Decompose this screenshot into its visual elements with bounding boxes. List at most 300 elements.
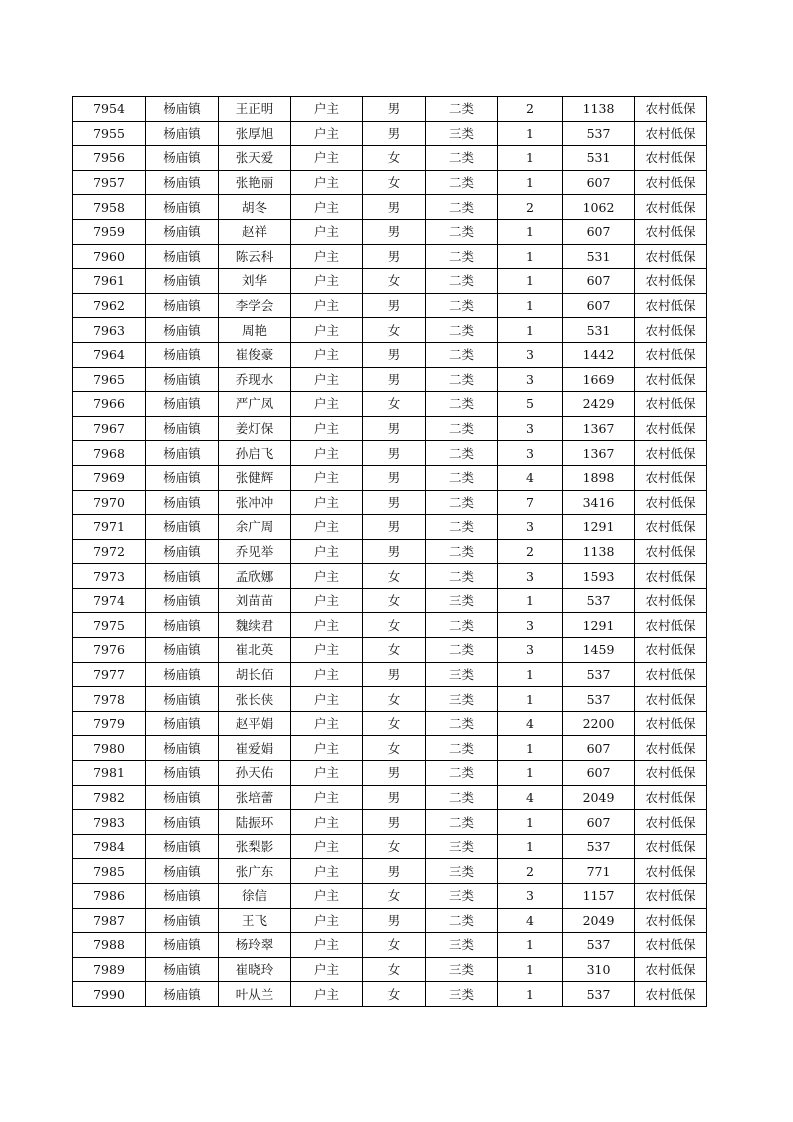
household-size-cell: 1	[498, 588, 563, 613]
name-cell: 崔北英	[219, 638, 291, 663]
town-cell: 杨庙镇	[146, 638, 219, 663]
category-cell: 二类	[426, 613, 498, 638]
relation-cell: 户主	[291, 515, 363, 540]
table-row	[73, 146, 707, 171]
row-number-cell: 7982	[73, 785, 146, 810]
category-cell: 二类	[426, 219, 498, 244]
amount-cell: 1138	[563, 539, 635, 564]
table-row	[73, 170, 707, 195]
relation-cell: 户主	[291, 736, 363, 761]
household-size-cell: 4	[498, 711, 563, 736]
household-size-cell: 1	[498, 121, 563, 146]
gender-cell: 男	[363, 342, 426, 367]
category-cell: 二类	[426, 367, 498, 392]
name-cell: 胡冬	[219, 195, 291, 220]
name-cell: 陈云科	[219, 244, 291, 269]
category-cell: 二类	[426, 465, 498, 490]
row-number-cell: 7954	[73, 97, 146, 122]
amount-cell: 537	[563, 933, 635, 958]
household-size-cell: 2	[498, 97, 563, 122]
row-number-cell: 7966	[73, 392, 146, 417]
category-cell: 三类	[426, 834, 498, 859]
gender-cell: 女	[363, 170, 426, 195]
category-cell: 三类	[426, 982, 498, 1007]
table-row	[73, 269, 707, 294]
town-cell: 杨庙镇	[146, 613, 219, 638]
name-cell: 余广周	[219, 515, 291, 540]
program-cell: 农村低保	[635, 293, 707, 318]
amount-cell: 1898	[563, 465, 635, 490]
gender-cell: 女	[363, 834, 426, 859]
program-cell: 农村低保	[635, 761, 707, 786]
household-size-cell: 3	[498, 515, 563, 540]
town-cell: 杨庙镇	[146, 810, 219, 835]
gender-cell: 女	[363, 146, 426, 171]
amount-cell: 1138	[563, 97, 635, 122]
gender-cell: 女	[363, 884, 426, 909]
row-number-cell: 7980	[73, 736, 146, 761]
table-row	[73, 908, 707, 933]
town-cell: 杨庙镇	[146, 908, 219, 933]
name-cell: 崔爱娟	[219, 736, 291, 761]
gender-cell: 女	[363, 392, 426, 417]
row-number-cell: 7987	[73, 908, 146, 933]
amount-cell: 607	[563, 219, 635, 244]
amount-cell: 607	[563, 810, 635, 835]
name-cell: 乔现水	[219, 367, 291, 392]
row-number-cell: 7983	[73, 810, 146, 835]
gender-cell: 男	[363, 441, 426, 466]
town-cell: 杨庙镇	[146, 687, 219, 712]
town-cell: 杨庙镇	[146, 269, 219, 294]
household-size-cell: 1	[498, 736, 563, 761]
program-cell: 农村低保	[635, 515, 707, 540]
relation-cell: 户主	[291, 859, 363, 884]
household-size-cell: 1	[498, 933, 563, 958]
table-row	[73, 957, 707, 982]
amount-cell: 607	[563, 293, 635, 318]
name-cell: 王飞	[219, 908, 291, 933]
row-number-cell: 7968	[73, 441, 146, 466]
program-cell: 农村低保	[635, 490, 707, 515]
category-cell: 二类	[426, 490, 498, 515]
town-cell: 杨庙镇	[146, 416, 219, 441]
table-row	[73, 884, 707, 909]
program-cell: 农村低保	[635, 244, 707, 269]
category-cell: 二类	[426, 392, 498, 417]
table-row	[73, 244, 707, 269]
name-cell: 王正明	[219, 97, 291, 122]
household-size-cell: 3	[498, 884, 563, 909]
gender-cell: 男	[363, 97, 426, 122]
row-number-cell: 7955	[73, 121, 146, 146]
household-size-cell: 1	[498, 293, 563, 318]
category-cell: 三类	[426, 588, 498, 613]
name-cell: 李学会	[219, 293, 291, 318]
amount-cell: 2200	[563, 711, 635, 736]
row-number-cell: 7959	[73, 219, 146, 244]
household-size-cell: 1	[498, 810, 563, 835]
town-cell: 杨庙镇	[146, 711, 219, 736]
town-cell: 杨庙镇	[146, 121, 219, 146]
amount-cell: 607	[563, 269, 635, 294]
household-size-cell: 2	[498, 859, 563, 884]
relation-cell: 户主	[291, 588, 363, 613]
gender-cell: 女	[363, 564, 426, 589]
table-row	[73, 933, 707, 958]
gender-cell: 男	[363, 539, 426, 564]
table-row	[73, 195, 707, 220]
program-cell: 农村低保	[635, 416, 707, 441]
program-cell: 农村低保	[635, 367, 707, 392]
table-row	[73, 219, 707, 244]
gender-cell: 女	[363, 933, 426, 958]
household-size-cell: 1	[498, 244, 563, 269]
table-row	[73, 810, 707, 835]
program-cell: 农村低保	[635, 785, 707, 810]
relation-cell: 户主	[291, 170, 363, 195]
program-cell: 农村低保	[635, 269, 707, 294]
relation-cell: 户主	[291, 367, 363, 392]
gender-cell: 男	[363, 195, 426, 220]
program-cell: 农村低保	[635, 342, 707, 367]
table-body	[73, 97, 707, 1007]
category-cell: 二类	[426, 146, 498, 171]
program-cell: 农村低保	[635, 957, 707, 982]
table-row	[73, 490, 707, 515]
category-cell: 二类	[426, 97, 498, 122]
relation-cell: 户主	[291, 392, 363, 417]
town-cell: 杨庙镇	[146, 342, 219, 367]
town-cell: 杨庙镇	[146, 219, 219, 244]
relation-cell: 户主	[291, 219, 363, 244]
relation-cell: 户主	[291, 465, 363, 490]
household-size-cell: 4	[498, 908, 563, 933]
program-cell: 农村低保	[635, 908, 707, 933]
category-cell: 二类	[426, 293, 498, 318]
program-cell: 农村低保	[635, 613, 707, 638]
amount-cell: 531	[563, 146, 635, 171]
row-number-cell: 7961	[73, 269, 146, 294]
name-cell: 张天爱	[219, 146, 291, 171]
row-number-cell: 7965	[73, 367, 146, 392]
row-number-cell: 7977	[73, 662, 146, 687]
household-size-cell: 3	[498, 367, 563, 392]
relation-cell: 户主	[291, 711, 363, 736]
household-size-cell: 1	[498, 957, 563, 982]
relation-cell: 户主	[291, 318, 363, 343]
name-cell: 胡长佰	[219, 662, 291, 687]
category-cell: 二类	[426, 515, 498, 540]
category-cell: 二类	[426, 810, 498, 835]
row-number-cell: 7986	[73, 884, 146, 909]
town-cell: 杨庙镇	[146, 195, 219, 220]
program-cell: 农村低保	[635, 810, 707, 835]
table-row	[73, 392, 707, 417]
gender-cell: 女	[363, 318, 426, 343]
table-row	[73, 982, 707, 1007]
table-row	[73, 613, 707, 638]
household-size-cell: 1	[498, 662, 563, 687]
gender-cell: 男	[363, 908, 426, 933]
name-cell: 严广凤	[219, 392, 291, 417]
relation-cell: 户主	[291, 687, 363, 712]
household-size-cell: 1	[498, 170, 563, 195]
category-cell: 二类	[426, 416, 498, 441]
town-cell: 杨庙镇	[146, 146, 219, 171]
amount-cell: 537	[563, 834, 635, 859]
category-cell: 二类	[426, 195, 498, 220]
category-cell: 三类	[426, 933, 498, 958]
row-number-cell: 7985	[73, 859, 146, 884]
name-cell: 张厚旭	[219, 121, 291, 146]
town-cell: 杨庙镇	[146, 318, 219, 343]
category-cell: 二类	[426, 342, 498, 367]
name-cell: 张健辉	[219, 465, 291, 490]
relation-cell: 户主	[291, 613, 363, 638]
amount-cell: 537	[563, 982, 635, 1007]
household-size-cell: 1	[498, 834, 563, 859]
name-cell: 张培蕾	[219, 785, 291, 810]
household-size-cell: 3	[498, 613, 563, 638]
gender-cell: 男	[363, 367, 426, 392]
name-cell: 赵平娟	[219, 711, 291, 736]
gender-cell: 男	[363, 244, 426, 269]
town-cell: 杨庙镇	[146, 97, 219, 122]
name-cell: 张广东	[219, 859, 291, 884]
row-number-cell: 7975	[73, 613, 146, 638]
row-number-cell: 7962	[73, 293, 146, 318]
household-size-cell: 5	[498, 392, 563, 417]
relation-cell: 户主	[291, 269, 363, 294]
name-cell: 姜灯保	[219, 416, 291, 441]
name-cell: 陆振环	[219, 810, 291, 835]
relation-cell: 户主	[291, 785, 363, 810]
row-number-cell: 7976	[73, 638, 146, 663]
row-number-cell: 7957	[73, 170, 146, 195]
amount-cell: 2049	[563, 908, 635, 933]
amount-cell: 771	[563, 859, 635, 884]
amount-cell: 3416	[563, 490, 635, 515]
category-cell: 二类	[426, 441, 498, 466]
amount-cell: 1442	[563, 342, 635, 367]
amount-cell: 1157	[563, 884, 635, 909]
amount-cell: 607	[563, 170, 635, 195]
program-cell: 农村低保	[635, 392, 707, 417]
town-cell: 杨庙镇	[146, 859, 219, 884]
program-cell: 农村低保	[635, 588, 707, 613]
program-cell: 农村低保	[635, 638, 707, 663]
program-cell: 农村低保	[635, 982, 707, 1007]
program-cell: 农村低保	[635, 711, 707, 736]
household-size-cell: 3	[498, 564, 563, 589]
row-number-cell: 7971	[73, 515, 146, 540]
relation-cell: 户主	[291, 810, 363, 835]
name-cell: 张梨影	[219, 834, 291, 859]
program-cell: 农村低保	[635, 146, 707, 171]
town-cell: 杨庙镇	[146, 982, 219, 1007]
category-cell: 二类	[426, 638, 498, 663]
gender-cell: 女	[363, 638, 426, 663]
gender-cell: 女	[363, 982, 426, 1007]
name-cell: 孙天佑	[219, 761, 291, 786]
name-cell: 徐信	[219, 884, 291, 909]
data-table	[72, 96, 707, 1007]
gender-cell: 男	[363, 761, 426, 786]
name-cell: 崔俊豪	[219, 342, 291, 367]
category-cell: 二类	[426, 539, 498, 564]
gender-cell: 男	[363, 416, 426, 441]
gender-cell: 男	[363, 219, 426, 244]
name-cell: 孟欣娜	[219, 564, 291, 589]
table-row	[73, 293, 707, 318]
table-row	[73, 441, 707, 466]
row-number-cell: 7956	[73, 146, 146, 171]
program-cell: 农村低保	[635, 834, 707, 859]
gender-cell: 男	[363, 121, 426, 146]
row-number-cell: 7960	[73, 244, 146, 269]
relation-cell: 户主	[291, 957, 363, 982]
relation-cell: 户主	[291, 146, 363, 171]
household-size-cell: 7	[498, 490, 563, 515]
household-size-cell: 3	[498, 638, 563, 663]
name-cell: 赵祥	[219, 219, 291, 244]
category-cell: 二类	[426, 318, 498, 343]
relation-cell: 户主	[291, 244, 363, 269]
program-cell: 农村低保	[635, 859, 707, 884]
amount-cell: 607	[563, 761, 635, 786]
town-cell: 杨庙镇	[146, 539, 219, 564]
gender-cell: 女	[363, 687, 426, 712]
household-size-cell: 1	[498, 982, 563, 1007]
relation-cell: 户主	[291, 293, 363, 318]
program-cell: 农村低保	[635, 933, 707, 958]
table-row	[73, 687, 707, 712]
amount-cell: 1459	[563, 638, 635, 663]
category-cell: 三类	[426, 957, 498, 982]
row-number-cell: 7969	[73, 465, 146, 490]
amount-cell: 537	[563, 662, 635, 687]
gender-cell: 女	[363, 269, 426, 294]
table-row	[73, 638, 707, 663]
household-size-cell: 3	[498, 416, 563, 441]
name-cell: 乔见举	[219, 539, 291, 564]
table-row	[73, 342, 707, 367]
program-cell: 农村低保	[635, 441, 707, 466]
gender-cell: 男	[363, 515, 426, 540]
program-cell: 农村低保	[635, 121, 707, 146]
category-cell: 二类	[426, 908, 498, 933]
relation-cell: 户主	[291, 761, 363, 786]
gender-cell: 男	[363, 785, 426, 810]
name-cell: 张长侠	[219, 687, 291, 712]
row-number-cell: 7988	[73, 933, 146, 958]
amount-cell: 1062	[563, 195, 635, 220]
category-cell: 二类	[426, 761, 498, 786]
amount-cell: 310	[563, 957, 635, 982]
table-row	[73, 515, 707, 540]
household-size-cell: 2	[498, 195, 563, 220]
program-cell: 农村低保	[635, 465, 707, 490]
category-cell: 二类	[426, 711, 498, 736]
row-number-cell: 7967	[73, 416, 146, 441]
category-cell: 二类	[426, 736, 498, 761]
town-cell: 杨庙镇	[146, 170, 219, 195]
row-number-cell: 7958	[73, 195, 146, 220]
household-size-cell: 1	[498, 219, 563, 244]
name-cell: 孙启飞	[219, 441, 291, 466]
name-cell: 崔晓玲	[219, 957, 291, 982]
amount-cell: 1291	[563, 515, 635, 540]
category-cell: 二类	[426, 170, 498, 195]
row-number-cell: 7979	[73, 711, 146, 736]
category-cell: 二类	[426, 244, 498, 269]
category-cell: 二类	[426, 785, 498, 810]
category-cell: 三类	[426, 859, 498, 884]
name-cell: 刘苗苗	[219, 588, 291, 613]
relation-cell: 户主	[291, 416, 363, 441]
amount-cell: 607	[563, 736, 635, 761]
name-cell: 周艳	[219, 318, 291, 343]
row-number-cell: 7981	[73, 761, 146, 786]
town-cell: 杨庙镇	[146, 957, 219, 982]
table-row	[73, 318, 707, 343]
town-cell: 杨庙镇	[146, 293, 219, 318]
amount-cell: 1367	[563, 441, 635, 466]
table-row	[73, 588, 707, 613]
row-number-cell: 7978	[73, 687, 146, 712]
name-cell: 刘华	[219, 269, 291, 294]
name-cell: 杨玲翠	[219, 933, 291, 958]
amount-cell: 537	[563, 121, 635, 146]
program-cell: 农村低保	[635, 195, 707, 220]
relation-cell: 户主	[291, 121, 363, 146]
amount-cell: 537	[563, 687, 635, 712]
row-number-cell: 7973	[73, 564, 146, 589]
household-size-cell: 4	[498, 785, 563, 810]
town-cell: 杨庙镇	[146, 367, 219, 392]
gender-cell: 男	[363, 465, 426, 490]
table-row	[73, 859, 707, 884]
table-row	[73, 97, 707, 122]
table-row	[73, 465, 707, 490]
category-cell: 三类	[426, 687, 498, 712]
row-number-cell: 7963	[73, 318, 146, 343]
relation-cell: 户主	[291, 490, 363, 515]
gender-cell: 男	[363, 662, 426, 687]
table-row	[73, 834, 707, 859]
relation-cell: 户主	[291, 662, 363, 687]
program-cell: 农村低保	[635, 736, 707, 761]
town-cell: 杨庙镇	[146, 244, 219, 269]
household-size-cell: 1	[498, 761, 563, 786]
relation-cell: 户主	[291, 834, 363, 859]
household-size-cell: 1	[498, 687, 563, 712]
program-cell: 农村低保	[635, 97, 707, 122]
relation-cell: 户主	[291, 638, 363, 663]
program-cell: 农村低保	[635, 884, 707, 909]
town-cell: 杨庙镇	[146, 736, 219, 761]
town-cell: 杨庙镇	[146, 834, 219, 859]
relation-cell: 户主	[291, 908, 363, 933]
amount-cell: 1367	[563, 416, 635, 441]
gender-cell: 女	[363, 736, 426, 761]
relation-cell: 户主	[291, 884, 363, 909]
town-cell: 杨庙镇	[146, 564, 219, 589]
program-cell: 农村低保	[635, 687, 707, 712]
name-cell: 魏续君	[219, 613, 291, 638]
amount-cell: 531	[563, 244, 635, 269]
